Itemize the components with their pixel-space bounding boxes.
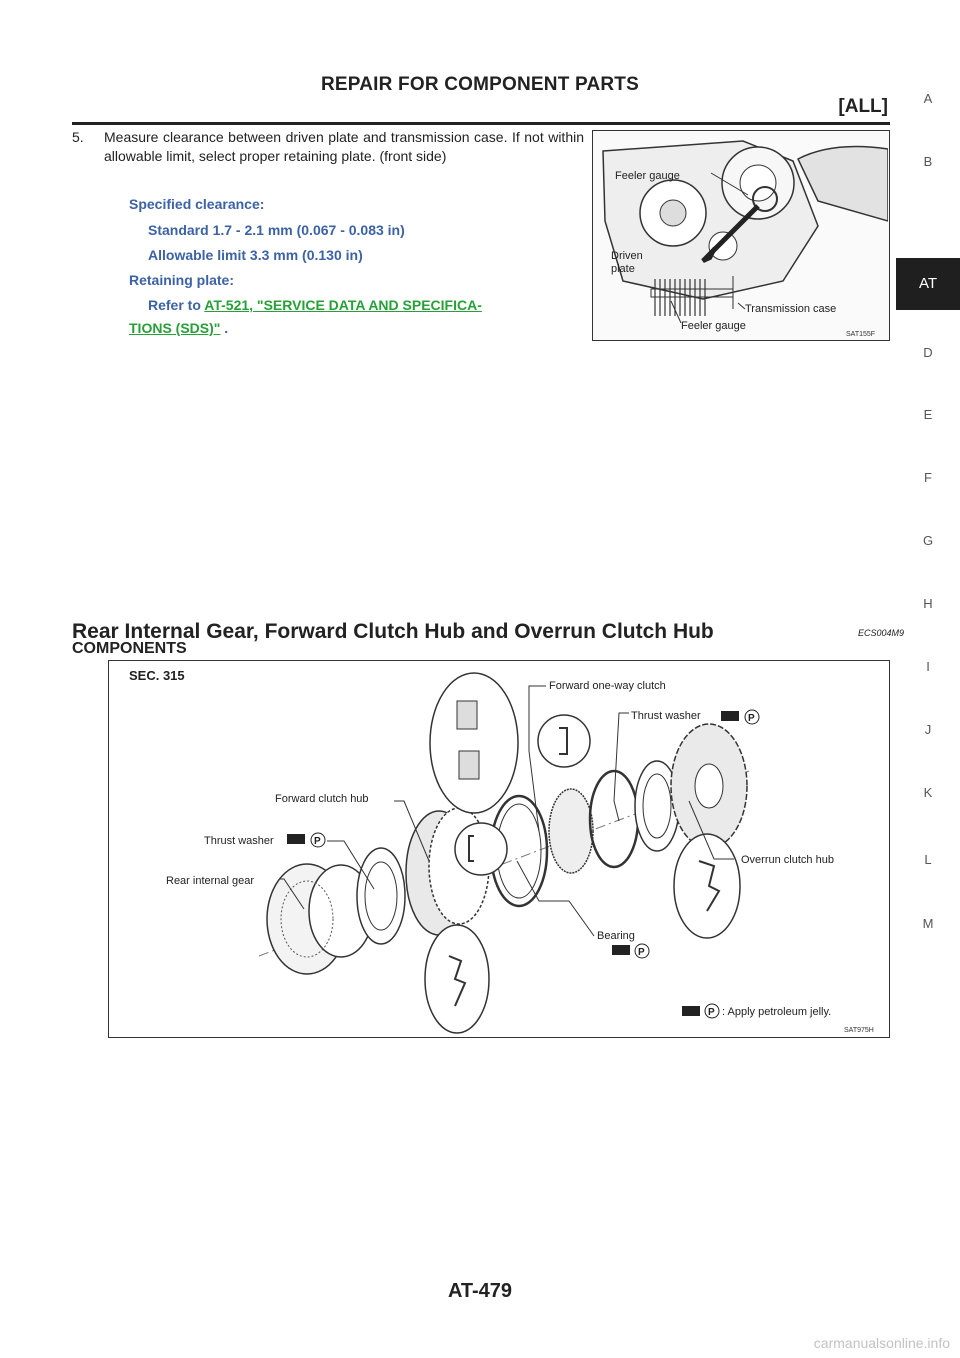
figure1-code: SAT155F [846,331,876,338]
spec-standard-value: Standard 1.7 - 2.1 mm (0.067 - 0.083 in) [148,222,405,238]
nav-letter-d[interactable]: D [923,345,933,360]
label-forward-one-way-clutch: Forward one-way clutch [549,680,666,692]
petroleum-jelly-icon [721,710,759,724]
label-overrun-clutch-hub: Overrun clutch hub [741,854,834,866]
label-driven-plate-2: plate [611,263,635,275]
figure-components-exploded-view [108,660,890,1038]
retaining-plate-label: Retaining plate: [129,272,235,288]
step-5-paragraph [72,128,584,166]
step-text: Measure clearance between driven plate and transmission case. If not within allowable limit, select proper retaining plate. (front side) [104,129,584,164]
label-forward-clutch-hub: Forward clutch hub [275,793,369,805]
sds-link-part2[interactable]: TIONS (SDS)" [129,320,221,336]
nav-letter-m[interactable]: M [922,916,934,931]
section-code: ECS004M9 [858,628,905,638]
label-transmission-case: Transmission case [745,303,837,315]
components-heading: COMPONENTS [72,640,187,657]
figure-feeler-gauge-measurement [592,130,890,341]
label-rear-internal-gear: Rear internal gear [166,875,255,887]
label-feeler-gauge-bottom: Feeler gauge [681,320,746,332]
nav-active-at[interactable]: AT [896,258,960,310]
refer-prefix: Refer to [148,297,205,313]
svg-text:P: P [748,713,755,724]
nav-letter-f[interactable]: F [924,470,932,485]
label-bearing: Bearing [597,930,635,942]
legend-text: : Apply petroleum jelly. [722,1006,832,1018]
petroleum-jelly-icon [287,833,325,847]
label-thrust-washer-left: Thrust washer [204,835,274,847]
sds-link-part1[interactable]: AT-521, "SERVICE DATA AND SPECIFICA- [204,297,482,313]
header-divider [72,122,890,125]
petroleum-jelly-legend-icon [682,1004,719,1018]
figure2-code: SAT975H [844,1027,874,1034]
retaining-plate-reference-cont [129,320,228,336]
nav-letter-l[interactable]: L [924,852,932,867]
svg-text:P: P [638,947,645,958]
page-header-title: REPAIR FOR COMPONENT PARTS [320,74,639,95]
nav-letter-a[interactable]: A [923,91,933,106]
nav-letter-e[interactable]: E [923,407,933,422]
svg-text:P: P [314,836,321,847]
svg-text:P: P [708,1007,715,1018]
section-title: Rear Internal Gear, Forward Clutch Hub and Overrun Clutch Hub [72,620,714,643]
watermark: carmanualsonline.info [813,1335,950,1351]
page-number: AT-479 [447,1280,513,1302]
sec-number: SEC. 315 [129,668,185,683]
retaining-plate-reference [148,297,482,313]
label-driven-plate-1: Driven [611,250,643,262]
page-header-section: [ALL] [838,96,888,117]
nav-letter-k[interactable]: K [923,785,933,800]
petroleum-jelly-icon [612,944,649,958]
nav-letter-j[interactable]: J [924,722,932,737]
figure2-illustration [109,661,888,1036]
spec-allowable-value: Allowable limit 3.3 mm (0.130 in) [148,247,363,263]
label-feeler-gauge-top: Feeler gauge [615,170,680,182]
refer-suffix: . [220,320,229,336]
nav-letter-g[interactable]: G [922,533,934,548]
nav-letter-h[interactable]: H [923,596,933,611]
spec-clearance-label: Specified clearance: [129,196,265,212]
nav-letter-b[interactable]: B [923,154,933,169]
nav-letter-i[interactable]: I [926,659,930,674]
label-thrust-washer-top: Thrust washer [631,710,701,722]
step-number: 5. [72,129,84,145]
figure1-illustration [593,131,888,339]
